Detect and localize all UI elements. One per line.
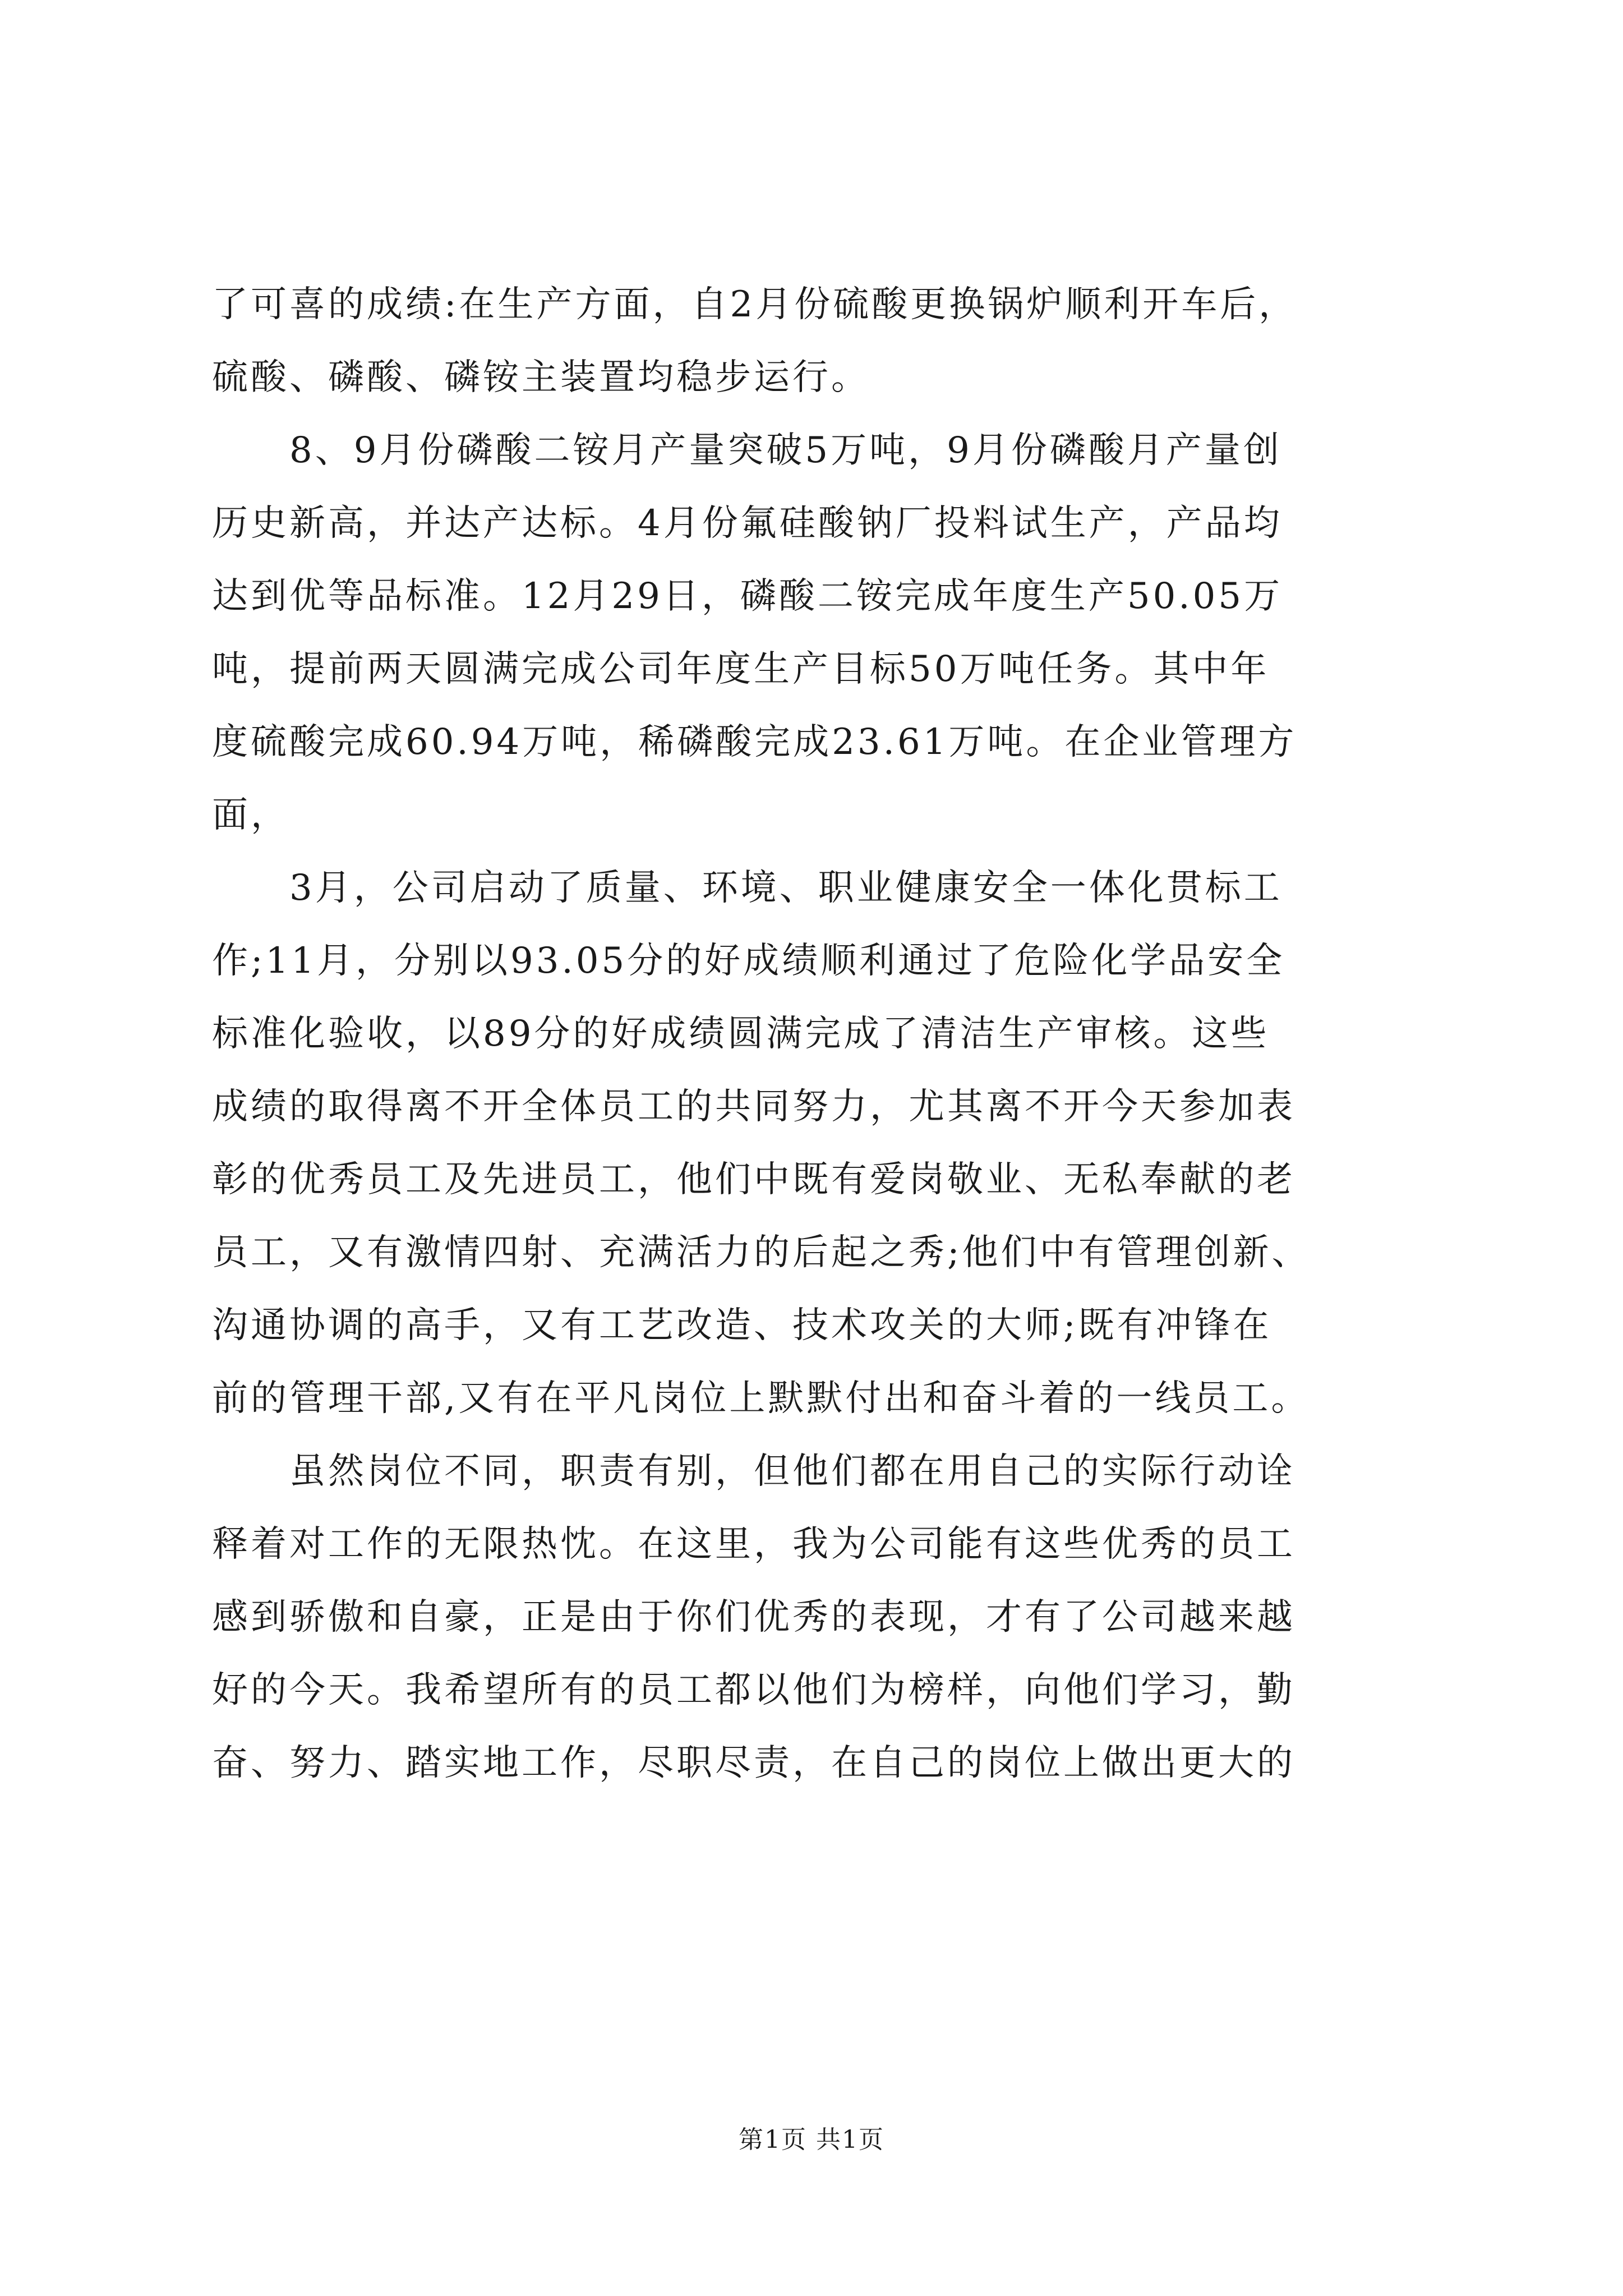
text-line: 3月，公司启动了质量、环境、职业健康安全一体化贯标工 xyxy=(289,867,1283,909)
text-line: 奋、努力、踏实地工作，尽职尽责，在自己的岗位上做出更大的 xyxy=(212,1742,1295,1784)
text-line: 历史新高，并达产达标。4月份氟硅酸钠厂投料试生产，产品均 xyxy=(212,503,1283,544)
text-line: 度硫酸完成60.94万吨，稀磷酸完成23.61万吨。在企业管理方 xyxy=(212,721,1297,763)
text-line: 标准化验收，以89分的好成绩圆满完成了清洁生产审核。这些 xyxy=(212,1013,1270,1055)
text-line: 成绩的取得离不开全体员工的共同努力，尤其离不开今天参加表 xyxy=(212,1086,1295,1128)
text-line: 了可喜的成绩:在生产方面，自2月份硫酸更换锅炉顺利开车后， xyxy=(212,284,1298,325)
text-line: 虽然岗位不同，职责有别，但他们都在用自己的实际行动诠 xyxy=(289,1451,1295,1492)
text-line: 作;11月，分别以93.05分的好成绩顺利通过了危险化学品安全 xyxy=(212,940,1285,982)
page-footer: 第1页 共1页 xyxy=(739,2125,884,2154)
document-body xyxy=(212,268,1423,1800)
text-line: 感到骄傲和自豪，正是由于你们优秀的表现，才有了公司越来越 xyxy=(212,1596,1295,1638)
text-line: 好的今天。我希望所有的员工都以他们为榜样，向他们学习，勤 xyxy=(212,1669,1295,1711)
text-line: 释着对工作的无限热忱。在这里，我为公司能有这些优秀的员工 xyxy=(212,1524,1295,1565)
text-line: 彰的优秀员工及先进员工，他们中既有爱岗敬业、无私奉献的老 xyxy=(212,1159,1295,1200)
text-line: 8、9月份磷酸二铵月产量突破5万吨，9月份磷酸月产量创 xyxy=(289,430,1282,471)
text-line: 达到优等品标准。12月29日，磷酸二铵完成年度生产50.05万 xyxy=(212,576,1283,617)
text-line: 前的管理干部,又有在平凡岗位上默默付出和奋斗着的一线员工。 xyxy=(212,1378,1310,1419)
text-line: 员工，又有激情四射、充满活力的后起之秀;他们中有管理创新、 xyxy=(212,1232,1311,1273)
text-line: 硫酸、磷酸、磷铵主装置均稳步运行。 xyxy=(212,357,870,398)
text-line: 沟通协调的高手，又有工艺改造、技术攻关的大师;既有冲锋在 xyxy=(212,1305,1272,1346)
text-line: 面， xyxy=(212,794,289,836)
text-line: 吨，提前两天圆满完成公司年度生产目标50万吨任务。其中年 xyxy=(212,648,1270,690)
